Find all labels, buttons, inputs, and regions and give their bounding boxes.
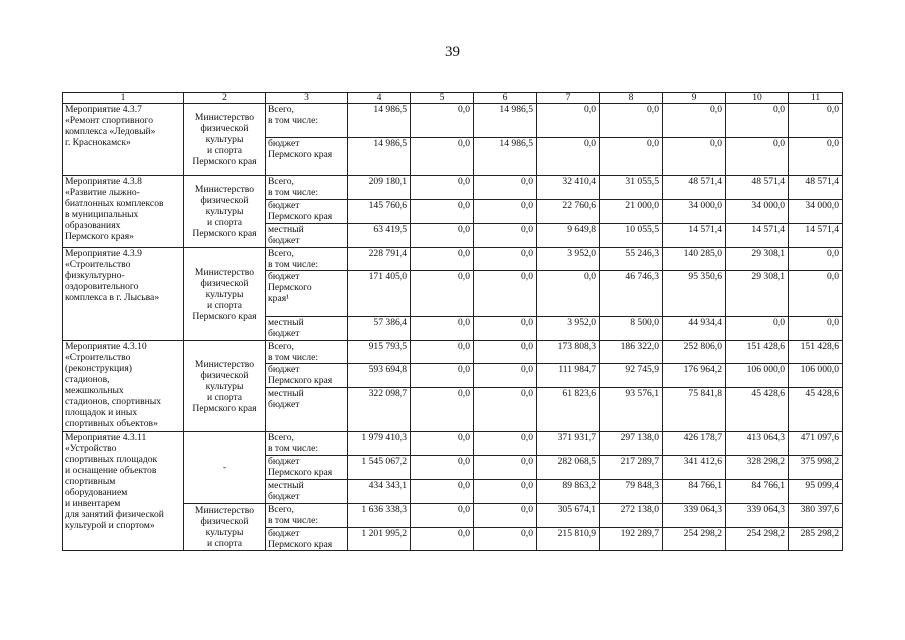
amount-cell: 0,0 <box>411 480 474 504</box>
amount-cell: 140 285,0 <box>663 248 726 271</box>
funding-source-cell: Всего, в том числе: <box>266 504 348 528</box>
header-row <box>63 93 843 104</box>
amount-cell: 341 412,6 <box>663 456 726 480</box>
amount-cell: 0,0 <box>411 504 474 528</box>
amount-cell: 34 000,0 <box>789 200 843 224</box>
amount-cell: 0,0 <box>474 480 537 504</box>
amount-cell: 34 000,0 <box>726 200 789 224</box>
amount-cell: 0,0 <box>537 138 600 176</box>
amount-cell: 285 298,2 <box>789 528 843 551</box>
amount-cell: 0,0 <box>474 456 537 480</box>
measure-name-cell: Мероприятие 4.3.7 «Ремонт спортивного комплекса «Ледовый» г. Краснокамск» <box>63 104 184 176</box>
amount-cell: 0,0 <box>726 104 789 138</box>
amount-cell: 0,0 <box>411 432 474 456</box>
amount-cell: 145 760,6 <box>348 200 411 224</box>
amount-cell: 95 350,6 <box>663 271 726 317</box>
amount-cell: 0,0 <box>411 364 474 388</box>
executor-cell: Министерство физической культуры и спорта Пермского края <box>184 341 266 432</box>
amount-cell: 915 793,5 <box>348 341 411 364</box>
amount-cell: 217 289,7 <box>600 456 663 480</box>
amount-cell: 0,0 <box>474 504 537 528</box>
amount-cell: 380 397,6 <box>789 504 843 528</box>
amount-cell: 0,0 <box>474 224 537 248</box>
funding-source-cell: Всего, в том числе: <box>266 176 348 200</box>
amount-cell: 21 000,0 <box>600 200 663 224</box>
amount-cell: 252 806,0 <box>663 341 726 364</box>
funding-source-cell: местный бюджет <box>266 317 348 341</box>
amount-cell: 95 099,4 <box>789 480 843 504</box>
amount-cell: 0,0 <box>474 341 537 364</box>
amount-cell: 14 571,4 <box>789 224 843 248</box>
amount-cell: 0,0 <box>789 248 843 271</box>
amount-cell: 75 841,8 <box>663 388 726 432</box>
amount-cell: 31 055,5 <box>600 176 663 200</box>
amount-cell: 93 576,1 <box>600 388 663 432</box>
amount-cell: 0,0 <box>789 271 843 317</box>
page-number: 39 <box>445 44 460 60</box>
measure-name-cell: Мероприятие 4.3.11 «Устройство спортивных площадок и оснащение объектов спортивным оборудованием и инвентарем для занятий физической культурой и спортом» <box>63 432 184 551</box>
measure-name-cell: Мероприятие 4.3.10 «Строительство (реконструкция) стадионов, межшкольных стадионов, спортивных площадок и иных спортивных объектов» <box>63 341 184 432</box>
amount-cell: 3 952,0 <box>537 248 600 271</box>
funding-source-cell: местный бюджет <box>266 480 348 504</box>
amount-cell: 106 000,0 <box>789 364 843 388</box>
measure-name-cell: Мероприятие 4.3.9 «Строительство физкультурно- оздоровительного комплекса в г. Лысьва» <box>63 248 184 341</box>
amount-cell: 0,0 <box>726 138 789 176</box>
column-number-header: 6 <box>474 93 537 104</box>
amount-cell: 8 500,0 <box>600 317 663 341</box>
table-row <box>63 248 843 271</box>
amount-cell: 29 308,1 <box>726 271 789 317</box>
amount-cell: 46 746,3 <box>600 271 663 317</box>
column-number-header: 11 <box>789 93 843 104</box>
amount-cell: 151 428,6 <box>726 341 789 364</box>
funding-source-cell: бюджет Пермского края <box>266 200 348 224</box>
column-number-header: 4 <box>348 93 411 104</box>
funding-source-cell: Всего, в том числе: <box>266 104 348 138</box>
amount-cell: 0,0 <box>474 271 537 317</box>
amount-cell: 186 322,0 <box>600 341 663 364</box>
amount-cell: 63 419,5 <box>348 224 411 248</box>
amount-cell: 375 998,2 <box>789 456 843 480</box>
amount-cell: 339 064,3 <box>726 504 789 528</box>
amount-cell: 0,0 <box>411 224 474 248</box>
funding-source-cell: местный бюджет <box>266 224 348 248</box>
measure-name-cell: Мероприятие 4.3.8 «Развитие лыжно- биатлонных комплексов в муниципальных образованиях Пермского края» <box>63 176 184 248</box>
amount-cell: 111 984,7 <box>537 364 600 388</box>
amount-cell: 0,0 <box>411 176 474 200</box>
amount-cell: 29 308,1 <box>726 248 789 271</box>
amount-cell: 305 674,1 <box>537 504 600 528</box>
amount-cell: 44 934,4 <box>663 317 726 341</box>
amount-cell: 0,0 <box>474 432 537 456</box>
amount-cell: 48 571,4 <box>663 176 726 200</box>
column-number-header: 10 <box>726 93 789 104</box>
amount-cell: 9 649,8 <box>537 224 600 248</box>
table-row <box>63 104 843 138</box>
column-number-header: 5 <box>411 93 474 104</box>
amount-cell: 0,0 <box>411 317 474 341</box>
funding-source-cell: Всего, в том числе: <box>266 341 348 364</box>
funding-source-cell: бюджет Пермского края <box>266 528 348 551</box>
amount-cell: 171 405,0 <box>348 271 411 317</box>
amount-cell: 297 138,0 <box>600 432 663 456</box>
amount-cell: 0,0 <box>474 528 537 551</box>
amount-cell: 0,0 <box>474 388 537 432</box>
amount-cell: 0,0 <box>411 341 474 364</box>
amount-cell: 228 791,4 <box>348 248 411 271</box>
executor-cell: Министерство физической культуры и спорта Пермского края <box>184 176 266 248</box>
column-number-header: 9 <box>663 93 726 104</box>
amount-cell: 371 931,7 <box>537 432 600 456</box>
amount-cell: 32 410,4 <box>537 176 600 200</box>
amount-cell: 84 766,1 <box>726 480 789 504</box>
amount-cell: 0,0 <box>474 200 537 224</box>
amount-cell: 45 428,6 <box>726 388 789 432</box>
amount-cell: 0,0 <box>411 271 474 317</box>
amount-cell: 426 178,7 <box>663 432 726 456</box>
amount-cell: 0,0 <box>411 456 474 480</box>
amount-cell: 0,0 <box>474 364 537 388</box>
amount-cell: 61 823,6 <box>537 388 600 432</box>
amount-cell: 1 636 338,3 <box>348 504 411 528</box>
executor-cell: Министерство физической культуры и спорта <box>184 504 266 551</box>
amount-cell: 57 386,4 <box>348 317 411 341</box>
amount-cell: 0,0 <box>663 138 726 176</box>
funding-source-cell: местный бюджет <box>266 388 348 432</box>
executor-cell: Министерство физической культуры и спорта Пермского края <box>184 104 266 176</box>
amount-cell: 0,0 <box>537 271 600 317</box>
column-number-header: 8 <box>600 93 663 104</box>
amount-cell: 22 760,6 <box>537 200 600 224</box>
column-number-header: 2 <box>184 93 266 104</box>
amount-cell: 0,0 <box>411 248 474 271</box>
amount-cell: 3 952,0 <box>537 317 600 341</box>
amount-cell: 176 964,2 <box>663 364 726 388</box>
amount-cell: 0,0 <box>789 104 843 138</box>
amount-cell: 593 694,8 <box>348 364 411 388</box>
amount-cell: 14 571,4 <box>663 224 726 248</box>
amount-cell: 14 986,5 <box>348 138 411 176</box>
amount-cell: 272 138,0 <box>600 504 663 528</box>
amount-cell: 1 979 410,3 <box>348 432 411 456</box>
funding-source-cell: Всего, в том числе: <box>266 248 348 271</box>
amount-cell: 89 863,2 <box>537 480 600 504</box>
amount-cell: 0,0 <box>411 138 474 176</box>
amount-cell: 254 298,2 <box>726 528 789 551</box>
amount-cell: 45 428,6 <box>789 388 843 432</box>
funding-source-cell: бюджет Пермского края¹ <box>266 271 348 317</box>
executor-cell: - <box>184 432 266 504</box>
funding-source-cell: бюджет Пермского края <box>266 138 348 176</box>
amount-cell: 0,0 <box>789 138 843 176</box>
table-row <box>63 341 843 364</box>
funding-source-cell: бюджет Пермского края <box>266 364 348 388</box>
amount-cell: 0,0 <box>411 528 474 551</box>
amount-cell: 0,0 <box>726 317 789 341</box>
column-number-header: 1 <box>63 93 184 104</box>
amount-cell: 0,0 <box>600 138 663 176</box>
column-number-header: 3 <box>266 93 348 104</box>
amount-cell: 471 097,6 <box>789 432 843 456</box>
amount-cell: 0,0 <box>600 104 663 138</box>
amount-cell: 173 808,3 <box>537 341 600 364</box>
amount-cell: 79 848,3 <box>600 480 663 504</box>
amount-cell: 1 545 067,2 <box>348 456 411 480</box>
amount-cell: 84 766,1 <box>663 480 726 504</box>
amount-cell: 106 000,0 <box>726 364 789 388</box>
funding-source-cell: Всего, в том числе: <box>266 432 348 456</box>
amount-cell: 339 064,3 <box>663 504 726 528</box>
amount-cell: 48 571,4 <box>789 176 843 200</box>
amount-cell: 151 428,6 <box>789 341 843 364</box>
amount-cell: 434 343,1 <box>348 480 411 504</box>
amount-cell: 215 810,9 <box>537 528 600 551</box>
table-row <box>63 176 843 200</box>
amount-cell: 0,0 <box>663 104 726 138</box>
amount-cell: 0,0 <box>474 317 537 341</box>
amount-cell: 48 571,4 <box>726 176 789 200</box>
amount-cell: 282 068,5 <box>537 456 600 480</box>
amount-cell: 328 298,2 <box>726 456 789 480</box>
amount-cell: 1 201 995,2 <box>348 528 411 551</box>
funding-source-cell: бюджет Пермского края <box>266 456 348 480</box>
amount-cell: 10 055,5 <box>600 224 663 248</box>
amount-cell: 192 289,7 <box>600 528 663 551</box>
amount-cell: 0,0 <box>474 248 537 271</box>
amount-cell: 322 098,7 <box>348 388 411 432</box>
amount-cell: 14 986,5 <box>474 104 537 138</box>
executor-cell: Министерство физической культуры и спорта Пермского края <box>184 248 266 341</box>
amount-cell: 0,0 <box>411 200 474 224</box>
amount-cell: 92 745,9 <box>600 364 663 388</box>
amount-cell: 14 986,5 <box>474 138 537 176</box>
budget-table <box>62 92 843 551</box>
amount-cell: 0,0 <box>411 388 474 432</box>
amount-cell: 209 180,1 <box>348 176 411 200</box>
amount-cell: 34 000,0 <box>663 200 726 224</box>
amount-cell: 55 246,3 <box>600 248 663 271</box>
amount-cell: 254 298,2 <box>663 528 726 551</box>
amount-cell: 0,0 <box>474 176 537 200</box>
amount-cell: 0,0 <box>789 317 843 341</box>
amount-cell: 14 986,5 <box>348 104 411 138</box>
amount-cell: 413 064,3 <box>726 432 789 456</box>
table-row <box>63 432 843 456</box>
amount-cell: 0,0 <box>411 104 474 138</box>
column-number-header: 7 <box>537 93 600 104</box>
amount-cell: 0,0 <box>537 104 600 138</box>
amount-cell: 14 571,4 <box>726 224 789 248</box>
